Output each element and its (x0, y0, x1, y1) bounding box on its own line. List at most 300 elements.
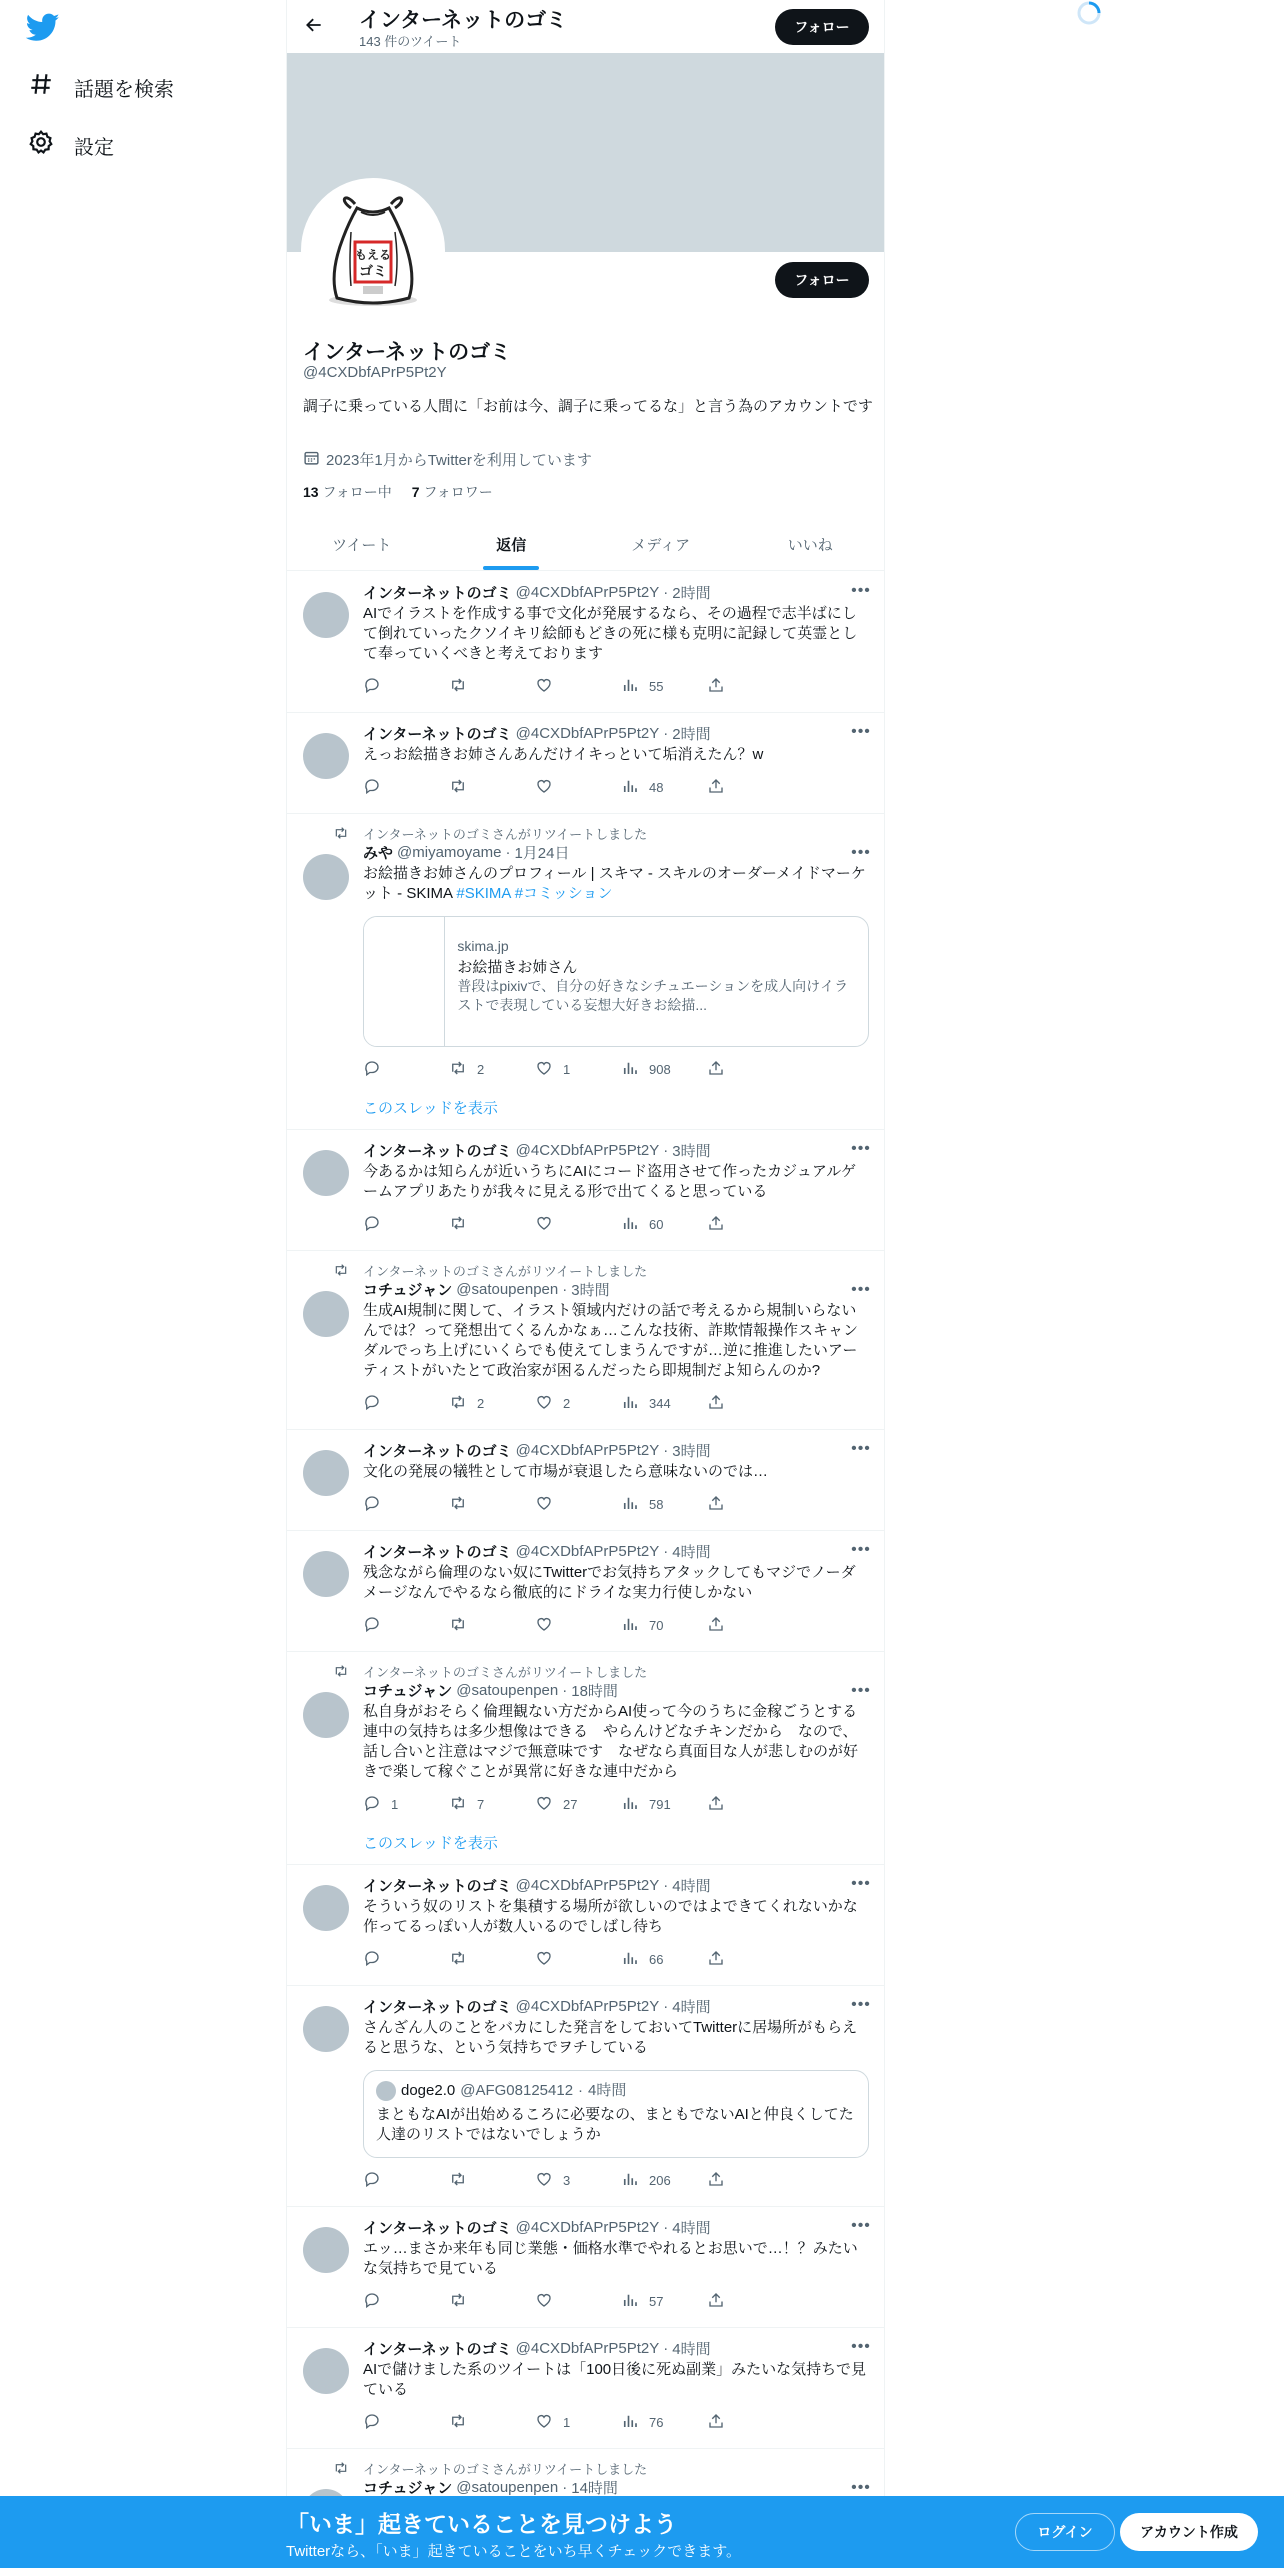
signup-button[interactable]: アカウント作成 (1120, 2513, 1258, 2551)
views-chart-icon (621, 2291, 639, 2312)
share-icon (707, 1949, 725, 1970)
tweet-body (363, 582, 869, 702)
author-handle[interactable]: @4CXDbfAPrP5Pt2Y (515, 1141, 660, 1159)
author-name[interactable]: インターネットのゴミ (363, 1543, 512, 1561)
tweet-header (363, 723, 869, 743)
profile-bio: 調子に乗っている人間に「お前は今、調子に乗ってるな」と言う為のアカウントです (303, 398, 873, 415)
quote-header (376, 2081, 856, 2101)
quote-time: 4時間 (588, 2082, 627, 2099)
views-action[interactable] (621, 1214, 707, 1235)
tweet-actions (363, 2406, 793, 2438)
tab-replies[interactable]: 返信 (437, 518, 587, 570)
tweet-actions (363, 1208, 793, 1240)
tweet[interactable] (287, 2207, 885, 2328)
views-action[interactable] (621, 1393, 707, 1414)
retweet-icon (449, 676, 467, 697)
retweet-icon (449, 1059, 467, 1080)
author-handle[interactable]: @4CXDbfAPrP5Pt2Y (515, 2339, 660, 2357)
share-action[interactable] (707, 676, 793, 697)
separator-dot: · (578, 2082, 584, 2099)
tweet-header (363, 1279, 869, 1299)
more-options-icon[interactable]: ••• (851, 1440, 871, 1457)
share-action[interactable] (707, 1949, 793, 1970)
views-action[interactable] (621, 676, 707, 697)
separator-dot: · (663, 1997, 669, 2015)
more-options-icon[interactable]: ••• (851, 2217, 871, 2234)
separator-dot: · (562, 1681, 568, 1699)
quoted-tweet[interactable] (363, 2070, 869, 2158)
nav-explore[interactable] (28, 63, 174, 111)
tweet[interactable] (287, 1652, 885, 1865)
main-column (286, 0, 885, 2568)
reply-icon (363, 1214, 381, 1235)
tweet-time[interactable]: 4時間 (672, 1998, 711, 2016)
like-count: 1 (563, 1061, 571, 1077)
tweet-header (363, 1541, 869, 1561)
tweet-header (363, 1680, 869, 1700)
author-handle[interactable]: @4CXDbfAPrP5Pt2Y (515, 1997, 660, 2015)
author-handle[interactable]: @satoupenpen (456, 1681, 559, 1699)
reply-icon (363, 1494, 381, 1515)
reply-action[interactable] (363, 1615, 449, 1636)
rt-action[interactable] (449, 1615, 535, 1636)
reply-action[interactable] (363, 1214, 449, 1235)
reply-icon (363, 777, 381, 798)
tweet[interactable] (287, 1986, 885, 2207)
tweet-text-content: お絵描きお姉さんのプロフィール | スキマ - スキルのオーダーメイドマーケット - SKIMA (363, 865, 866, 902)
like-action[interactable] (535, 1494, 621, 1515)
reply-action[interactable] (363, 777, 449, 798)
tweet-avatar[interactable] (303, 2227, 349, 2273)
heart-icon (535, 1059, 553, 1080)
tweet-actions (363, 1053, 793, 1085)
more-options-icon[interactable]: ••• (851, 2479, 871, 2496)
tweet[interactable] (287, 1865, 885, 1986)
followers-count: 7 (411, 484, 420, 500)
views-count: 48 (649, 779, 664, 795)
like-action[interactable] (535, 2412, 621, 2433)
share-action[interactable] (707, 1494, 793, 1515)
author-name[interactable]: インターネットのゴミ (363, 2219, 512, 2237)
author-name[interactable]: コチュジャン (363, 2479, 453, 2497)
retweet-indicator (363, 2459, 869, 2477)
rt-action[interactable] (449, 2291, 535, 2312)
author-handle[interactable]: @4CXDbfAPrP5Pt2Y (515, 2218, 660, 2236)
tweet-body (363, 1680, 869, 1820)
share-action[interactable] (707, 1393, 793, 1414)
tweet-time[interactable]: 4時間 (672, 1877, 711, 1895)
views-action[interactable] (621, 2412, 707, 2433)
rt-action[interactable] (449, 2170, 535, 2191)
reply-action[interactable] (363, 1794, 449, 1815)
signup-banner (0, 2496, 1284, 2568)
reply-action[interactable] (363, 2170, 449, 2191)
heart-icon (535, 2291, 553, 2312)
rt-action[interactable] (449, 777, 535, 798)
tweet-avatar[interactable] (303, 592, 349, 638)
separator-dot: · (663, 724, 669, 742)
share-action[interactable] (707, 1615, 793, 1636)
reply-icon (363, 2170, 381, 2191)
share-icon (707, 1059, 725, 1080)
views-chart-icon (621, 1794, 639, 1815)
arrow-left-icon (304, 15, 324, 40)
tweet-time[interactable]: 18時間 (571, 1682, 618, 1700)
card-image (364, 917, 445, 1046)
like-action[interactable] (535, 676, 621, 697)
tweet-text-content: AIで儲けました系のツイートは「100日後に死ぬ副業」みたいな気持ちで見ている (363, 2361, 867, 2398)
share-action[interactable] (707, 2170, 793, 2191)
rt-action[interactable] (449, 676, 535, 697)
following-count: 13 (303, 484, 319, 500)
twitter-logo-icon[interactable] (26, 10, 66, 50)
tweet-avatar[interactable] (303, 1150, 349, 1196)
tweet-time[interactable]: 3時間 (672, 1442, 711, 1460)
views-chart-icon (621, 1059, 639, 1080)
author-name[interactable]: インターネットのゴミ (363, 1998, 512, 2016)
tweet-avatar[interactable] (303, 1885, 349, 1931)
tweet-header (363, 2477, 869, 2497)
tweet-text-content: エッ…まさか来年も同じ業態・価格水準でやれるとお思いで…！？みたいな気持ちで見ている (363, 2240, 858, 2277)
followers-link[interactable] (412, 482, 493, 502)
reply-count: 1 (391, 1796, 399, 1812)
tweet-body (363, 2217, 869, 2317)
tweet-time[interactable]: 4時間 (672, 2219, 711, 2237)
more-options-icon[interactable]: ••• (851, 1541, 871, 1558)
tweet[interactable] (287, 1531, 885, 1652)
author-name[interactable]: インターネットのゴミ (363, 1877, 512, 1895)
like-count: 3 (563, 2172, 571, 2188)
separator-dot: · (663, 1441, 669, 1459)
views-chart-icon (621, 1393, 639, 1414)
tweet-time[interactable]: 4時間 (672, 1543, 711, 1561)
reply-icon (363, 1794, 381, 1815)
like-action[interactable] (535, 1794, 621, 1815)
retweeted-by-text: インターネットのゴミさんがリツイートしました (363, 826, 648, 842)
followers-label: フォロワー (423, 484, 493, 500)
hashtags[interactable]: #SKIMA #コミッション (456, 885, 613, 902)
heart-icon (535, 1794, 553, 1815)
share-action[interactable] (707, 2412, 793, 2433)
retweet-icon (449, 1794, 467, 1815)
rt-action[interactable] (449, 2412, 535, 2433)
tab-media[interactable]: メディア (631, 536, 691, 554)
share-action[interactable] (707, 777, 793, 798)
views-count: 57 (649, 2293, 664, 2309)
tweet-avatar[interactable] (303, 854, 349, 900)
author-handle[interactable]: @satoupenpen (456, 1280, 559, 1298)
tweet-text (363, 604, 869, 664)
tweet-text (363, 1301, 869, 1381)
tweet-time[interactable]: 2時間 (672, 584, 711, 602)
rt-action[interactable] (449, 1494, 535, 1515)
retweeted-by-text: インターネットのゴミさんがリツイートしました (363, 2461, 648, 2477)
author-handle[interactable]: @miyamoyame (397, 843, 502, 861)
tweet[interactable] (287, 1430, 885, 1531)
author-name[interactable]: インターネットのゴミ (363, 2340, 512, 2358)
tweet-text (363, 1897, 869, 1937)
share-action[interactable] (707, 2291, 793, 2312)
tweet-text (363, 745, 869, 765)
retweet-indicator (363, 1261, 869, 1279)
author-name[interactable]: インターネットのゴミ (363, 1442, 512, 1460)
more-options-icon[interactable]: ••• (851, 723, 871, 740)
reply-icon (363, 1949, 381, 1970)
like-count: 1 (563, 2414, 571, 2430)
retweet-icon (449, 1949, 467, 1970)
author-handle[interactable]: @4CXDbfAPrP5Pt2Y (515, 1441, 660, 1459)
left-navigation (0, 0, 286, 2568)
svg-text:もえる: もえる (354, 248, 392, 262)
heart-icon (535, 1393, 553, 1414)
following-link[interactable] (303, 482, 392, 502)
login-button[interactable]: ログイン (1015, 2513, 1115, 2551)
like-action[interactable] (535, 1393, 621, 1414)
nav-settings[interactable] (28, 121, 114, 169)
reply-icon (363, 1615, 381, 1636)
views-action[interactable] (621, 1949, 707, 1970)
tweet-text (363, 2018, 869, 2058)
tweet[interactable] (287, 713, 885, 814)
svg-text:ゴミ: ゴミ (359, 264, 387, 280)
tweet-header (363, 2338, 869, 2358)
retweet-icon (449, 1393, 467, 1414)
garbage-bag-avatar-icon (305, 182, 441, 318)
tweet-text-content: えっお絵描きお姉さんあんだけイキっといて垢消えたん？w (363, 746, 764, 763)
rt-action[interactable] (449, 1214, 535, 1235)
tweet-header (363, 1875, 869, 1895)
views-action[interactable] (621, 1794, 707, 1815)
reply-icon (363, 1393, 381, 1414)
more-options-icon[interactable]: ••• (851, 1875, 871, 1892)
tweet-avatar[interactable] (303, 2006, 349, 2052)
profile-tabs (287, 518, 885, 571)
tweet-time[interactable]: 1月24日 (514, 844, 570, 862)
card-domain: skima.jp (457, 938, 509, 954)
tweet-time[interactable]: 3時間 (672, 1142, 711, 1160)
retweet-small-icon (333, 2460, 349, 2479)
share-icon (707, 1615, 725, 1636)
hashtag-icon (28, 71, 54, 103)
separator-dot: · (663, 2339, 669, 2357)
reply-icon (363, 676, 381, 697)
show-thread-link[interactable]: このスレッドを表示 (363, 1834, 498, 1852)
like-action[interactable] (535, 1059, 621, 1080)
tweet-text-content: そういう奴のリストを集積する場所が欲しいのではよできてくれないかな作ってるっぽい人が数人いるのでしばし待ち (363, 1898, 858, 1935)
author-name[interactable]: みや (363, 844, 394, 862)
retweet-small-icon (333, 1663, 349, 1682)
views-count: 60 (649, 1216, 664, 1232)
more-options-icon[interactable]: ••• (851, 1140, 871, 1157)
profile-follow-button[interactable]: フォロー (775, 262, 869, 298)
like-action[interactable] (535, 1615, 621, 1636)
author-handle[interactable]: @4CXDbfAPrP5Pt2Y (515, 724, 660, 742)
heart-icon (535, 1615, 553, 1636)
views-action[interactable] (621, 2170, 707, 2191)
tweet-actions (363, 771, 793, 803)
rt-action[interactable] (449, 1059, 535, 1080)
more-options-icon[interactable]: ••• (851, 1682, 871, 1699)
tweet-text-content: 生成AI規制に関して、イラスト領域内だけの話で考えるから規制いらないんでは？って発想出てくるんかなぁ…こんな技術、詐欺情報操作スキャンダルでっち上げにいくらでも使えてしまうんですが…逆に推進したいアーティストがいたとて政治家が困るんだったら即規制だよ知らんのか? (363, 1302, 859, 1379)
retweet-icon (449, 777, 467, 798)
separator-dot: · (505, 843, 511, 861)
tweet[interactable] (287, 1130, 885, 1251)
separator-dot: · (562, 1280, 568, 1298)
views-count: 58 (649, 1496, 664, 1512)
author-name[interactable]: コチュジャン (363, 1281, 453, 1299)
tweet-header (363, 1440, 869, 1460)
rt-action[interactable] (449, 1393, 535, 1414)
author-name[interactable]: インターネットのゴミ (363, 1142, 512, 1160)
retweet-icon (449, 2170, 467, 2191)
share-icon (707, 2170, 725, 2191)
tweet-body (363, 1541, 869, 1641)
quote-text: まともなAIが出始めるころに必要なの、まともでないAIと仲良くしてた人達のリストではないでしょうか (376, 2106, 854, 2143)
tweet[interactable] (287, 1251, 885, 1430)
author-handle[interactable]: @satoupenpen (456, 2478, 559, 2496)
separator-dot: · (663, 1141, 669, 1159)
tweet-text (363, 1702, 869, 1782)
card-description: 普段はpixivで、自分の好きなシチュエーションを成人向けイラストで表現している妄想大好きお絵描... (457, 978, 849, 1013)
retweet-indicator (363, 824, 869, 842)
tweet-body (363, 1875, 869, 1975)
views-action[interactable] (621, 777, 707, 798)
tweet-count: 143 件のツイート (359, 34, 462, 49)
signup-banner-title: 「いま」起きていることを見つけよう (286, 2511, 677, 2537)
reply-action[interactable] (363, 1059, 449, 1080)
like-action[interactable] (535, 2291, 621, 2312)
tweet-feed (287, 572, 885, 2546)
tweet[interactable] (287, 572, 885, 713)
views-action[interactable] (621, 1494, 707, 1515)
header-follow-button[interactable]: フォロー (775, 9, 869, 45)
loading-spinner-icon (1076, 0, 1102, 26)
share-action[interactable] (707, 1214, 793, 1235)
views-action[interactable] (621, 1059, 707, 1080)
tweet-avatar[interactable] (303, 1450, 349, 1496)
tweet-time[interactable]: 2時間 (672, 725, 711, 743)
views-chart-icon (621, 1615, 639, 1636)
tweet-text-content: 文化の発展の犠牲として市場が衰退したら意味ないのでは… (363, 1463, 769, 1480)
reply-action[interactable] (363, 1393, 449, 1414)
tweet-actions (363, 1609, 793, 1641)
separator-dot: · (663, 583, 669, 601)
author-name[interactable]: インターネットのゴミ (363, 584, 512, 602)
tweet-avatar[interactable] (303, 1551, 349, 1597)
tweet-body (363, 723, 869, 803)
reply-icon (363, 1059, 381, 1080)
tweet-avatar[interactable] (303, 733, 349, 779)
quote-author-name: doge2.0 (401, 2082, 456, 2099)
reply-action[interactable] (363, 1949, 449, 1970)
tweet-time[interactable]: 4時間 (672, 2340, 711, 2358)
tab-likes[interactable]: いいね (787, 536, 833, 554)
views-count: 791 (649, 1796, 671, 1812)
tweet-body (363, 1996, 869, 2196)
tweet-header (363, 2217, 869, 2237)
tweet-text-content: 今あるかは知らんが近いうちにAIにコード盗用させて作ったカジュアルゲームアプリあたりが我々に見える形で出てくると思っている (363, 1163, 856, 1200)
views-count: 908 (649, 1061, 671, 1077)
author-handle[interactable]: @4CXDbfAPrP5Pt2Y (515, 1876, 660, 1894)
retweet-icon (449, 1615, 467, 1636)
reply-action[interactable] (363, 2291, 449, 2312)
views-chart-icon (621, 1494, 639, 1515)
author-name[interactable]: コチュジャン (363, 1682, 453, 1700)
reply-action[interactable] (363, 2412, 449, 2433)
author-name[interactable]: インターネットのゴミ (363, 725, 512, 743)
more-options-icon[interactable]: ••• (851, 1281, 871, 1298)
like-action[interactable] (535, 777, 621, 798)
more-options-icon[interactable]: ••• (851, 582, 871, 599)
tweet-actions (363, 2164, 793, 2196)
tweet-avatar[interactable] (303, 2348, 349, 2394)
reply-action[interactable] (363, 676, 449, 697)
tweet-time[interactable]: 3時間 (571, 1281, 610, 1299)
more-options-icon[interactable]: ••• (851, 1996, 871, 2013)
author-handle[interactable]: @4CXDbfAPrP5Pt2Y (515, 1542, 660, 1560)
rt-action[interactable] (449, 1794, 535, 1815)
show-thread-link[interactable]: このスレッドを表示 (363, 1099, 498, 1117)
like-count: 27 (563, 1796, 578, 1812)
views-count: 55 (649, 678, 664, 694)
share-action[interactable] (707, 1794, 793, 1815)
heart-icon (535, 777, 553, 798)
tweet-header (363, 1996, 869, 2016)
author-handle[interactable]: @4CXDbfAPrP5Pt2Y (515, 583, 660, 601)
reply-icon (363, 2412, 381, 2433)
profile-name: インターネットのゴミ (303, 341, 512, 364)
tweet-actions (363, 1387, 793, 1419)
views-chart-icon (621, 1214, 639, 1235)
tweet-avatar[interactable] (303, 1692, 349, 1738)
rt-action[interactable] (449, 1949, 535, 1970)
tweet-actions (363, 1943, 793, 1975)
like-action[interactable] (535, 1949, 621, 1970)
views-action[interactable] (621, 2291, 707, 2312)
share-action[interactable] (707, 1059, 793, 1080)
share-icon (707, 2412, 725, 2433)
more-options-icon[interactable]: ••• (851, 2338, 871, 2355)
tweet-header (363, 842, 869, 862)
tweet-body (363, 2338, 869, 2438)
link-card[interactable] (363, 916, 869, 1047)
separator-dot: · (663, 2218, 669, 2236)
separator-dot: · (562, 2478, 568, 2496)
tweet-text-content: 残念ながら倫理のない奴にTwitterでお気持ちアタックしてもマジでノーダメージなんでやるなら徹底的にドライな実力行使しかない (363, 1564, 856, 1601)
like-action[interactable] (535, 2170, 621, 2191)
tab-tweets[interactable]: ツイート (332, 536, 392, 554)
tweet-avatar[interactable] (303, 1291, 349, 1337)
share-icon (707, 1494, 725, 1515)
reply-action[interactable] (363, 1494, 449, 1515)
share-icon (707, 1794, 725, 1815)
back-button[interactable] (299, 12, 329, 42)
tweet-time[interactable]: 14時間 (571, 2479, 618, 2497)
heart-icon (535, 1949, 553, 1970)
more-options-icon[interactable]: ••• (851, 844, 871, 861)
profile-avatar[interactable] (301, 178, 445, 322)
tweet[interactable] (287, 2328, 885, 2449)
quote-author-handle: @AFG08125412 (460, 2082, 574, 2099)
card-title: お絵描きお姉さん (457, 959, 578, 976)
like-action[interactable] (535, 1214, 621, 1235)
following-label: フォロー中 (322, 484, 392, 500)
tweet-text (363, 2239, 869, 2279)
retweet-indicator (363, 1662, 869, 1680)
tweet[interactable] (287, 814, 885, 1130)
tweet-actions (363, 1488, 793, 1520)
views-action[interactable] (621, 1615, 707, 1636)
